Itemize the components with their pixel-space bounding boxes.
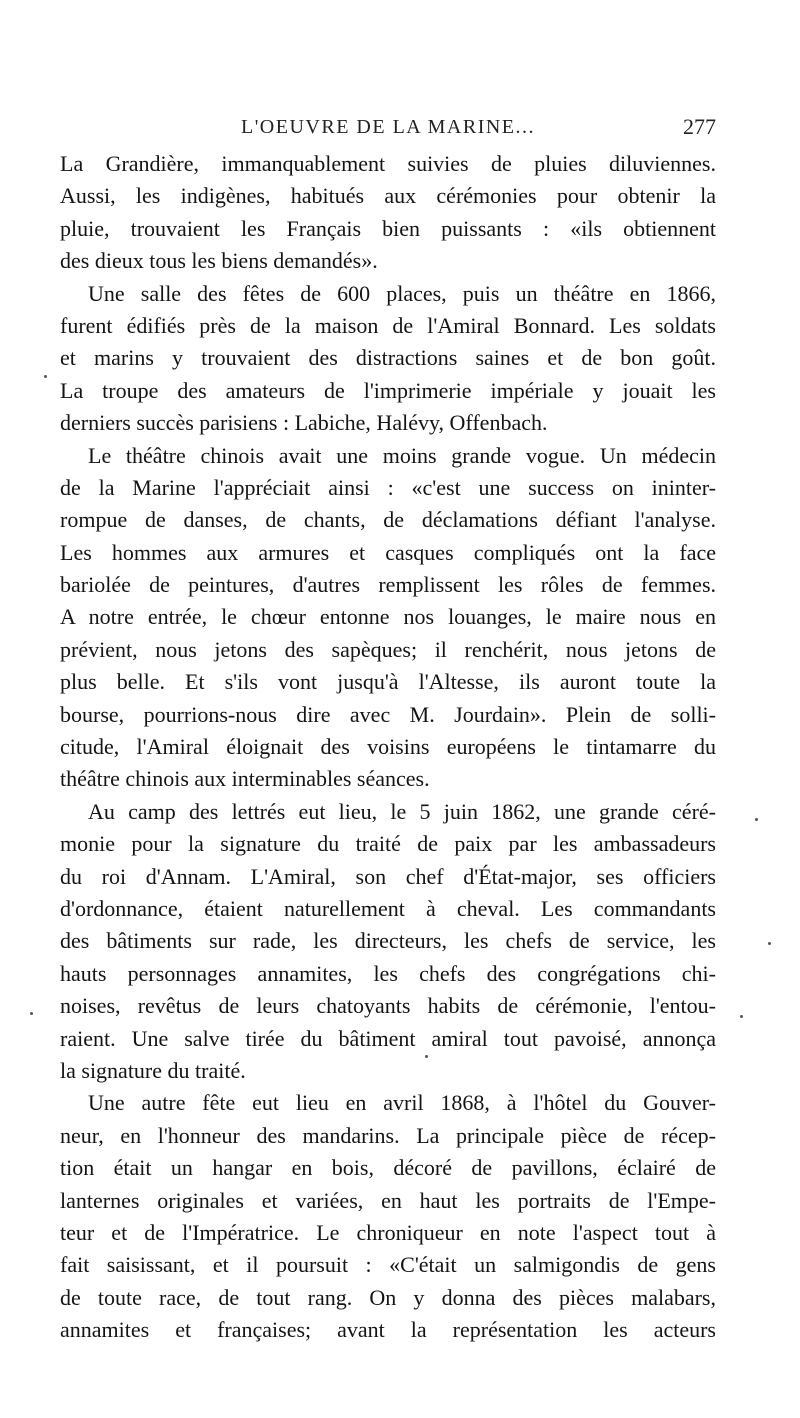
scan-speck bbox=[44, 375, 47, 378]
running-title: L'OEUVRE DE LA MARINE... bbox=[240, 116, 536, 138]
text-line: d'ordonnance, étaient naturellement à cheval. Les commandants bbox=[60, 895, 716, 921]
scan-speck bbox=[425, 1055, 428, 1058]
text-line: Le théâtre chinois avait une moins grande vogue. Un médecin bbox=[88, 442, 716, 468]
text-line: et marins y trouvaient des distractions saines et de bon goût. bbox=[60, 345, 716, 371]
text-line: du roi d'Annam. L'Amiral, son chef d'État-major, ses officiers bbox=[60, 863, 716, 889]
text-line: Une autre fête eut lieu en avril 1868, à l'hôtel du Gouver- bbox=[88, 1090, 716, 1116]
text-line: fait saisissant, et il poursuit : «C'était un salmigondis de gens bbox=[60, 1252, 716, 1278]
text-line: neur, en l'honneur des mandarins. La principale pièce de récep- bbox=[60, 1122, 716, 1148]
text-line: noises, revêtus de leurs chatoyants habits de cérémonie, l'entou- bbox=[60, 993, 716, 1019]
text-line: rompue de danses, de chants, de déclamations défiant l'analyse. bbox=[60, 507, 716, 533]
text-line: Une salle des fêtes de 600 places, puis un théâtre en 1866, bbox=[88, 280, 716, 306]
scan-speck bbox=[768, 942, 771, 945]
text-line: Les hommes aux armures et casques compliqués ont la face bbox=[60, 539, 716, 565]
text-line: Au camp des lettrés eut lieu, le 5 juin 1862, une grande céré- bbox=[88, 798, 716, 824]
text-line: pluie, trouvaient les Français bien puissants : «ils obtiennent bbox=[60, 215, 716, 241]
text-line: citude, l'Amiral éloignait des voisins européens le tintamarre du bbox=[60, 734, 716, 760]
text-line: La troupe des amateurs de l'imprimerie impériale y jouait les bbox=[60, 377, 716, 403]
text-line: bourse, pourrions-nous dire avec M. Jourdain». Plein de solli- bbox=[60, 701, 716, 727]
text-line: des bâtiments sur rade, les directeurs, les chefs de service, les bbox=[60, 928, 716, 954]
scan-speck bbox=[740, 1015, 743, 1018]
text-line: de toute race, de tout rang. On y donna des pièces malabars, bbox=[60, 1284, 716, 1310]
text-line: plus belle. Et s'ils vont jusqu'à l'Altesse, ils auront toute la bbox=[60, 669, 716, 695]
text-line: lanternes originales et variées, en haut les portraits de l'Empe- bbox=[60, 1187, 716, 1213]
text-line: monie pour la signature du traité de paix par les ambassadeurs bbox=[60, 831, 716, 857]
text-line: A notre entrée, le chœur entonne nos louanges, le maire nous en bbox=[60, 604, 716, 630]
text-line: la signature du traité. bbox=[60, 1057, 246, 1083]
text-line: des dieux tous les biens demandés». bbox=[60, 248, 378, 274]
scan-speck bbox=[30, 1012, 33, 1015]
text-line: furent édifiés près de la maison de l'Amiral Bonnard. Les soldats bbox=[60, 312, 716, 338]
scan-speck bbox=[755, 818, 758, 821]
running-head bbox=[60, 112, 716, 142]
text-line: raient. Une salve tirée du bâtiment amiral tout pavoisé, annonça bbox=[60, 1025, 716, 1051]
text-line: théâtre chinois aux interminables séances. bbox=[60, 766, 430, 792]
text-line: Aussi, les indigènes, habitués aux cérémonies pour obtenir la bbox=[60, 183, 716, 209]
text-line: derniers succès parisiens : Labiche, Halévy, Offenbach. bbox=[60, 410, 548, 436]
text-line: de la Marine l'appréciait ainsi : «c'est une success on ininter- bbox=[60, 474, 716, 500]
page-number: 277 bbox=[683, 114, 716, 139]
text-line: hauts personnages annamites, les chefs des congrégations chi- bbox=[60, 960, 716, 986]
text-line: bariolée de peintures, d'autres remplissent les rôles de femmes. bbox=[60, 572, 716, 598]
text-line: La Grandière, immanquablement suivies de pluies diluviennes. bbox=[60, 151, 716, 176]
text-line: tion était un hangar en bois, décoré de pavillons, éclairé de bbox=[60, 1155, 716, 1181]
text-line: teur et de l'Impératrice. Le chroniqueur en note l'aspect tout à bbox=[60, 1219, 716, 1245]
text-line: annamites et françaises; avant la représentation les acteurs bbox=[60, 1317, 716, 1343]
page-text bbox=[60, 148, 716, 1346]
text-line: prévient, nous jetons des sapèques; il renchérit, nous jetons de bbox=[60, 636, 716, 662]
